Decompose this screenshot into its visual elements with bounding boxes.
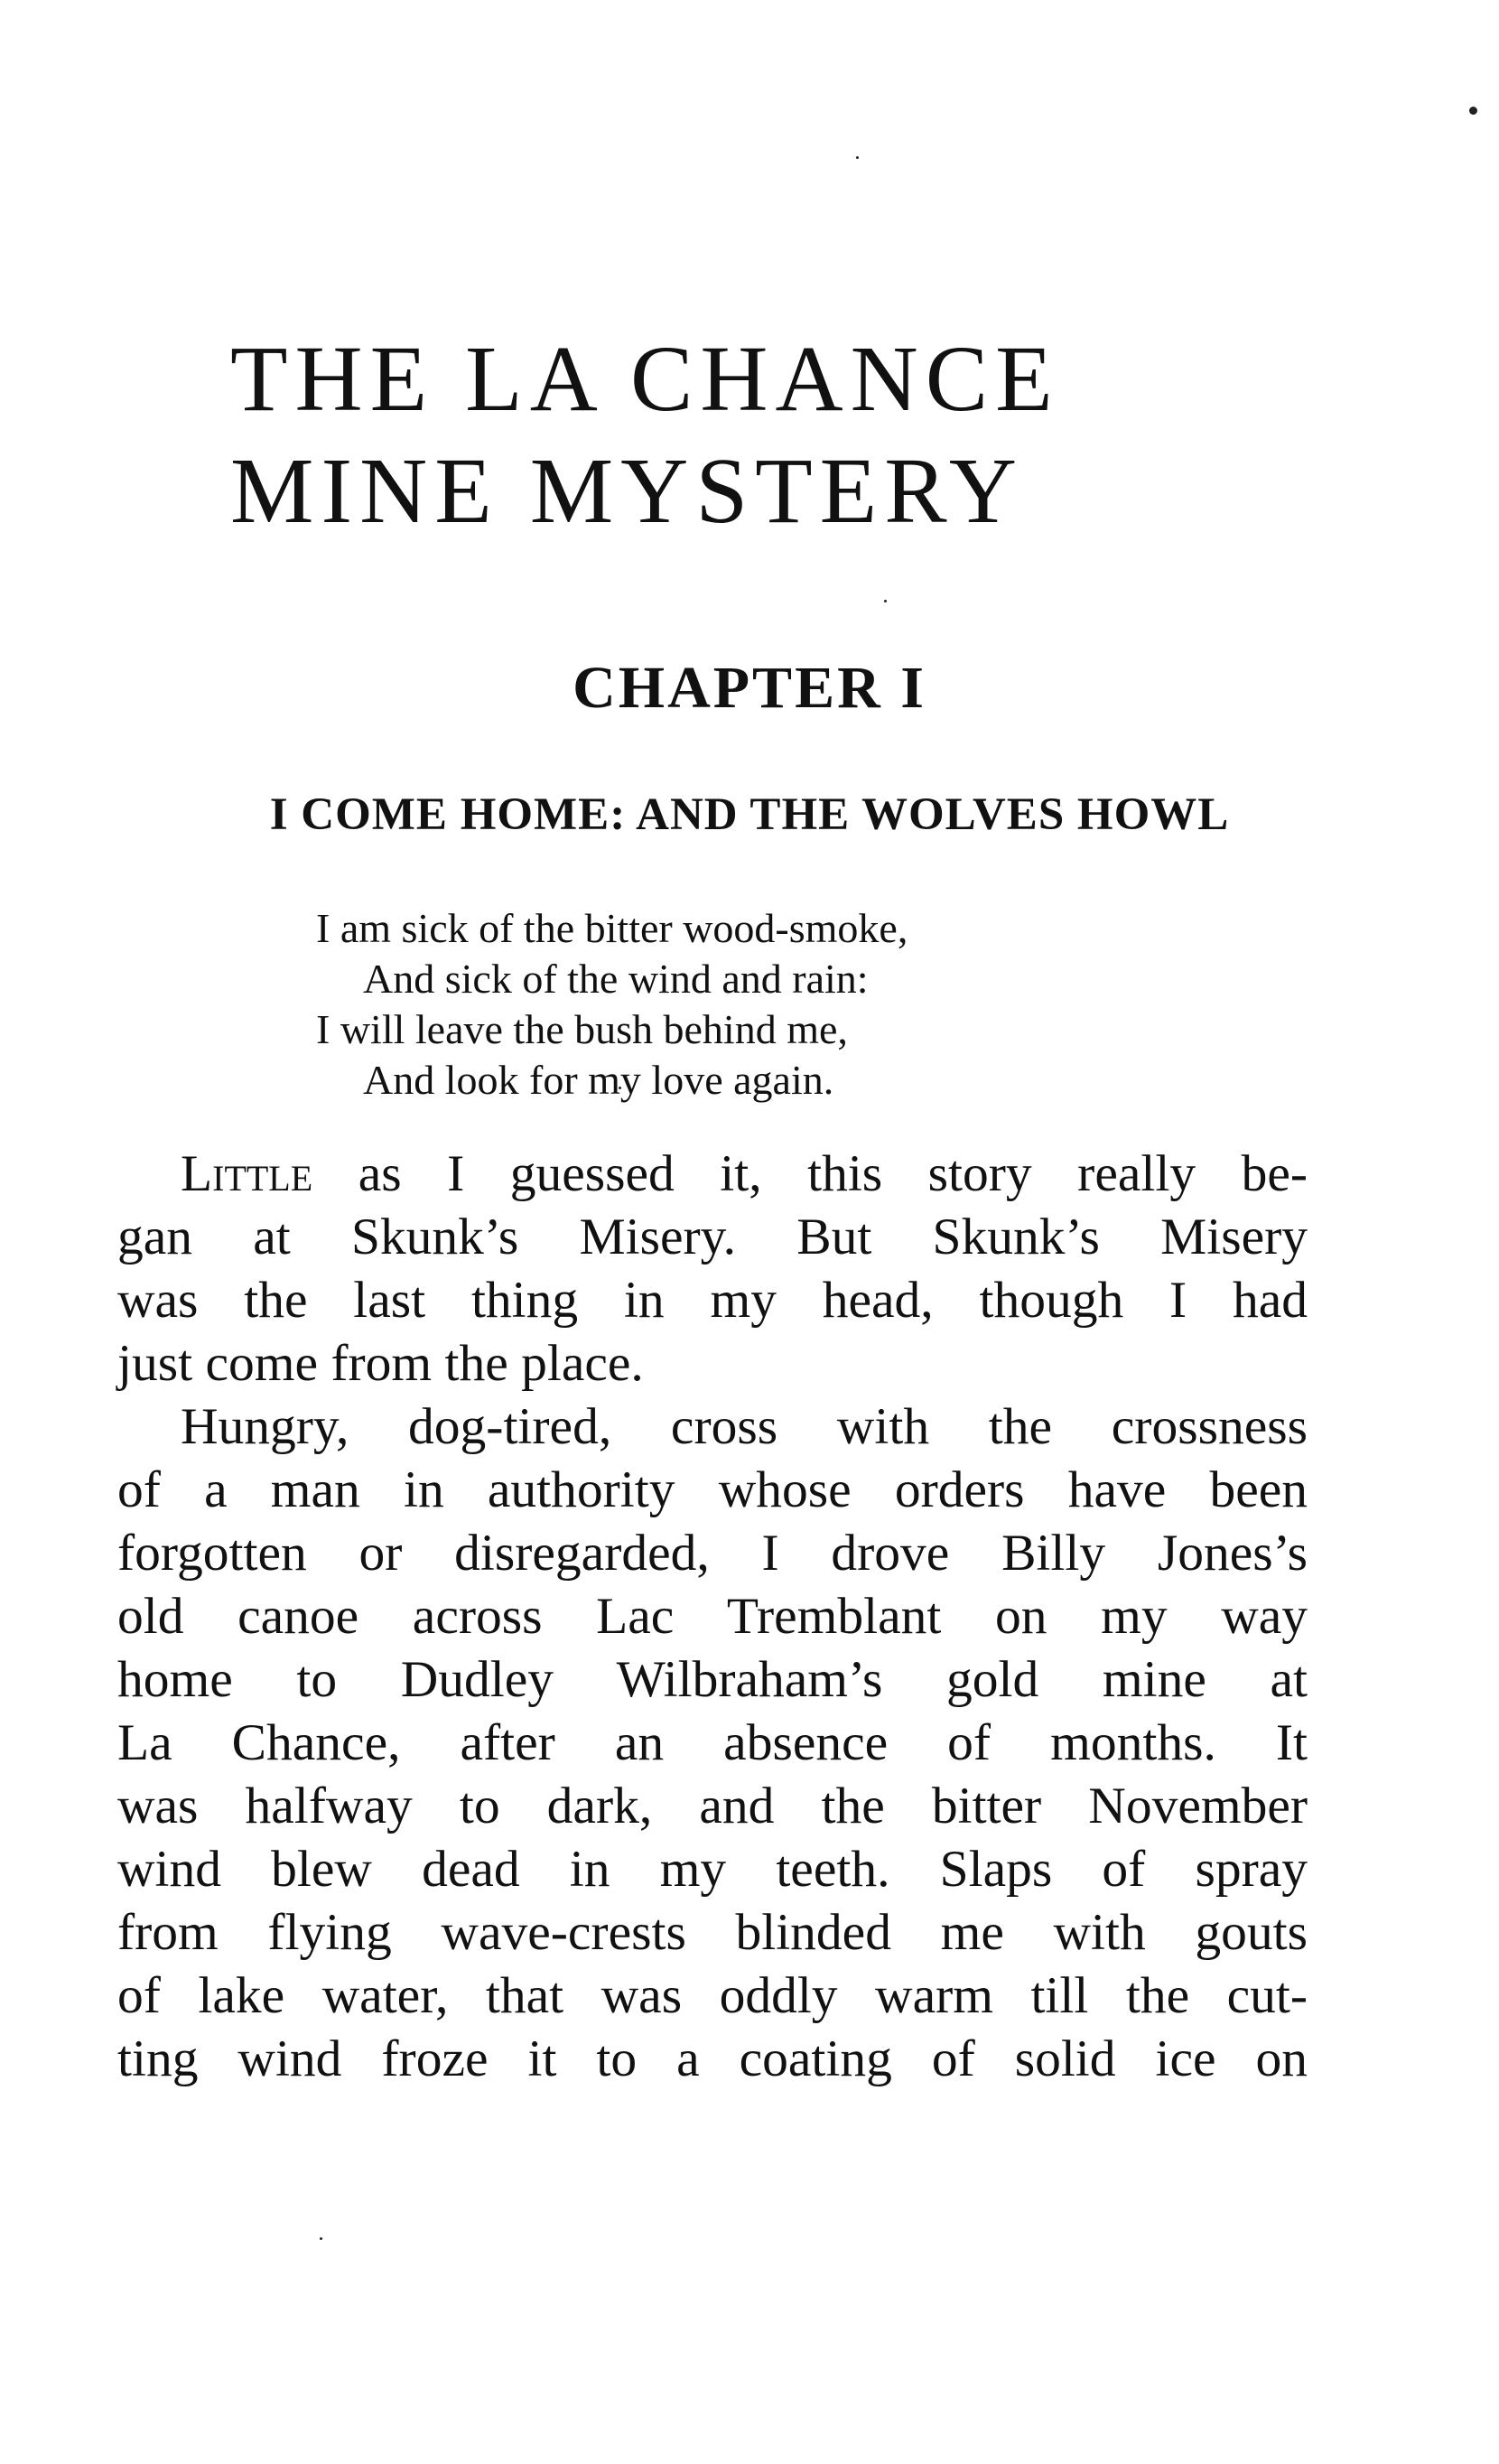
book-title — [230, 323, 1314, 547]
paragraph-2-line: wind blew dead in my teeth. Slaps of spray — [117, 1841, 1308, 1898]
epigraph-line: And look for my love again. — [363, 1057, 834, 1103]
print-speck — [856, 156, 859, 159]
paragraph-1-line: gan at Skunk’s Misery. But Skunk’s Misery — [117, 1209, 1308, 1265]
paragraph-2-line: from flying wave-crests blinded me with gouts — [117, 1904, 1308, 1961]
paragraph-2-line: Hungry, dog-tired, cross with the crossness — [181, 1398, 1308, 1455]
drop-word: Little — [181, 1145, 313, 1202]
paragraph-1-line: just come from the place. — [117, 1335, 644, 1392]
print-speck — [884, 600, 887, 602]
paragraph-2-line: was halfway to dark, and the bitter November — [117, 1778, 1308, 1834]
body-text — [117, 1143, 1308, 2091]
paragraph-2-line: La Chance, after an absence of months. It — [117, 1714, 1308, 1771]
paragraph-1-line: was the last thing in my head, though I had — [117, 1272, 1308, 1329]
epigraph — [316, 903, 1219, 1106]
print-speck — [320, 2237, 322, 2240]
paragraph-2-line: of lake water, that was oddly warm till the cut- — [117, 1967, 1308, 2024]
paragraph-2-line: ting wind froze it to a coating of solid ice on — [117, 2030, 1308, 2087]
paragraph-2-line: of a man in authority whose orders have been — [117, 1461, 1308, 1518]
paragraph-2-line: home to Dudley Wilbraham’s gold mine at — [117, 1651, 1308, 1708]
book-title-line-1: THE LA CHANCE — [230, 327, 1060, 431]
print-speck — [1469, 107, 1477, 115]
chapter-number: CHAPTER I — [573, 655, 926, 721]
epigraph-line: And sick of the wind and rain: — [363, 956, 869, 1002]
paragraph-2-line: forgotten or disregarded, I drove Billy Jones’s — [117, 1525, 1308, 1582]
chapter-title: I COME HOME: AND THE WOLVES HOWL — [269, 789, 1230, 840]
epigraph-line: I am sick of the bitter wood-smoke, — [316, 905, 908, 951]
paragraph-1-line-rest: as I guessed it, this story really be- — [312, 1145, 1308, 1202]
paragraph-2-line: old canoe across Lac Tremblant on my way — [117, 1588, 1308, 1645]
epigraph-line: I will leave the bush behind me, — [316, 1006, 848, 1052]
book-title-line-2: MINE MYSTERY — [230, 439, 1024, 543]
paragraph-1-line — [117, 1143, 1308, 1206]
